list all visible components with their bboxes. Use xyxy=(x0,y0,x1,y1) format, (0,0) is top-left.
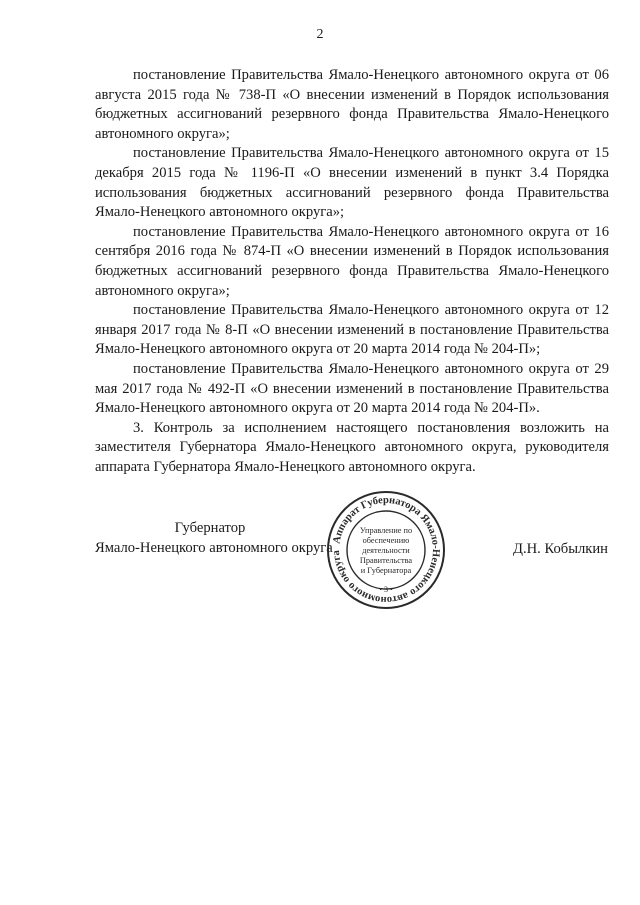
signatory-organization: Ямало-Ненецкого автономного округа xyxy=(95,540,333,556)
seal-number: • 3 • xyxy=(379,585,393,594)
paragraph-decree-8: постановление Правительства Ямало-Ненецкого автономного округа от 12 января 2017 года № 8-П «О внесении изменений в постановление Правительства Ямало-Ненецкого автономного округа от 20 марта 2014 года № 204-П»; xyxy=(95,302,609,358)
seal-center-line: Правительства xyxy=(359,556,413,565)
paragraph-decree-492: постановление Правительства Ямало-Ненецкого автономного округа от 29 мая 2017 года № 492-П «О внесении изменений в постановление Правительства Ямало-Ненецкого автономного округа от 20 марта 2014 года № 204-П». xyxy=(95,360,609,417)
paragraph-decree-874: постановление Правительства Ямало-Ненецкого автономного округа от 16 сентября 2016 года № 874-П «О внесении изменений в Порядок использования бюджетных ассигнований резервного фонда Правительства Ямало-Ненецкого автономного округа»; xyxy=(95,223,609,299)
signatory-title: Губернатор xyxy=(174,520,246,536)
seal-ring-text: Аппарат Губернатора Ямало-Ненецкого автономного округа xyxy=(330,494,442,606)
seal-center-line: деятельности xyxy=(362,546,410,555)
page-number: 2 xyxy=(316,27,324,42)
official-seal-stamp xyxy=(325,489,447,611)
seal-center-text xyxy=(360,526,413,575)
signer-name: Д.Н. Кобылкин xyxy=(513,541,608,557)
document-body xyxy=(95,66,609,477)
paragraph-decree-1196: постановление Правительства Ямало-Ненецкого автономного округа от 15 декабря 2015 года № 1196-П «О внесении изменений в пункт 3.4 Порядка использования бюджетных ассигнований резервного фонда Правительства Ямало-Ненецкого автономного округа»; xyxy=(95,145,609,221)
seal-center-line: Управление по xyxy=(359,526,413,535)
paragraph-decree-738: постановление Правительства Ямало-Ненецкого автономного округа от 06 августа 2015 года № 738-П «О внесении изменений в Порядок использования бюджетных ассигнований резервного фонда Правительства Ямало-Ненецкого автономного округа»; xyxy=(95,67,609,142)
seal-center-line: обеспечению xyxy=(362,536,410,545)
seal-center-line: и Губернатора xyxy=(360,566,412,575)
signature-block xyxy=(95,518,345,558)
paragraph-control-clause: 3. Контроль за исполнением настоящего постановления возложить на заместителя Губернатора Ямало-Ненецкого автономного округа, руководителя аппарата Губернатора Ямало-Ненецкого автономного округа. xyxy=(95,419,609,475)
